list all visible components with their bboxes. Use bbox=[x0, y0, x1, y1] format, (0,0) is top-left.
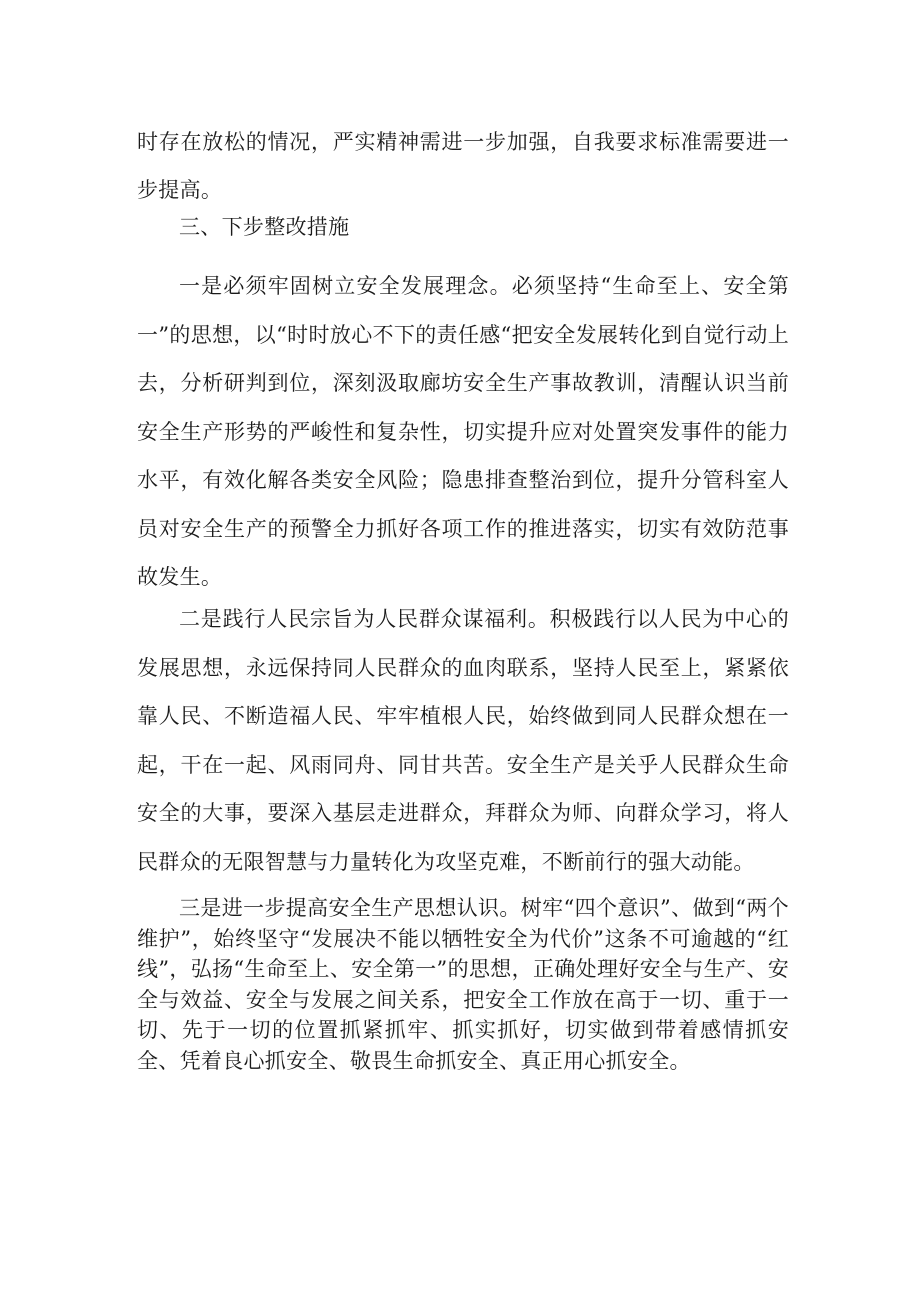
section-heading: 三、下步整改措施 bbox=[179, 215, 350, 239]
paragraph-measure-two: 二是践行人民宗旨为人民群众谋福利。积极践行以人民为中心的发展思想，永远保持同人民群众的血肉联系，坚持人民至上，紧紧依靠人民、不断造福人民、牢牢植根人民，始终做到同人民群众想在一起，干在一起、风雨同舟、同甘共苦。安全生产是关乎人民群众生命安全的大事，要深入基层走进群众，拜群众为师、向群众学习，将人民群众的无限智慧与力量转化为攻坚克难，不断前行的强大动能。 bbox=[137, 607, 789, 874]
paragraph-continuation: 时存在放松的情况，严实精神需进一步加强，自我要求标准需要进一步提高。 bbox=[137, 130, 789, 202]
paragraph-measure-one: 一是必须牢固树立安全发展理念。必须坚持“生命至上、安全第一”的思想，以“时时放心不下的责任感“把安全发展转化到自觉行动上去，分析研判到位，深刻汲取廊坊安全生产事故教训，清醒认识当前安全生产形势的严峻性和复杂性，切实提升应对处置突发事件的能力水平，有效化解各类安全风险；隐患排查整治到位，提升分管科室人员对安全生产的预警全力抓好各项工作的推进落实，切实有效防范事故发生。 bbox=[137, 274, 789, 589]
paragraph-measure-three: 三是进一步提高安全生产思想认识。树牢“四个意识”、做到“两个维护”，始终坚守“发展决不能以牺牲安全为代价”这条不可逾越的“红线”，弘扬“生命至上、安全第一”的思想，正确处理好安全与生产、安全与效益、安全与发展之间关系，把安全工作放在高于一切、重于一切、先于一切的位置抓紧抓牢、抓实抓好，切实做到带着感情抓安全、凭着良心抓安全、敬畏生命抓安全、真正用心抓安全。 bbox=[137, 896, 789, 1073]
